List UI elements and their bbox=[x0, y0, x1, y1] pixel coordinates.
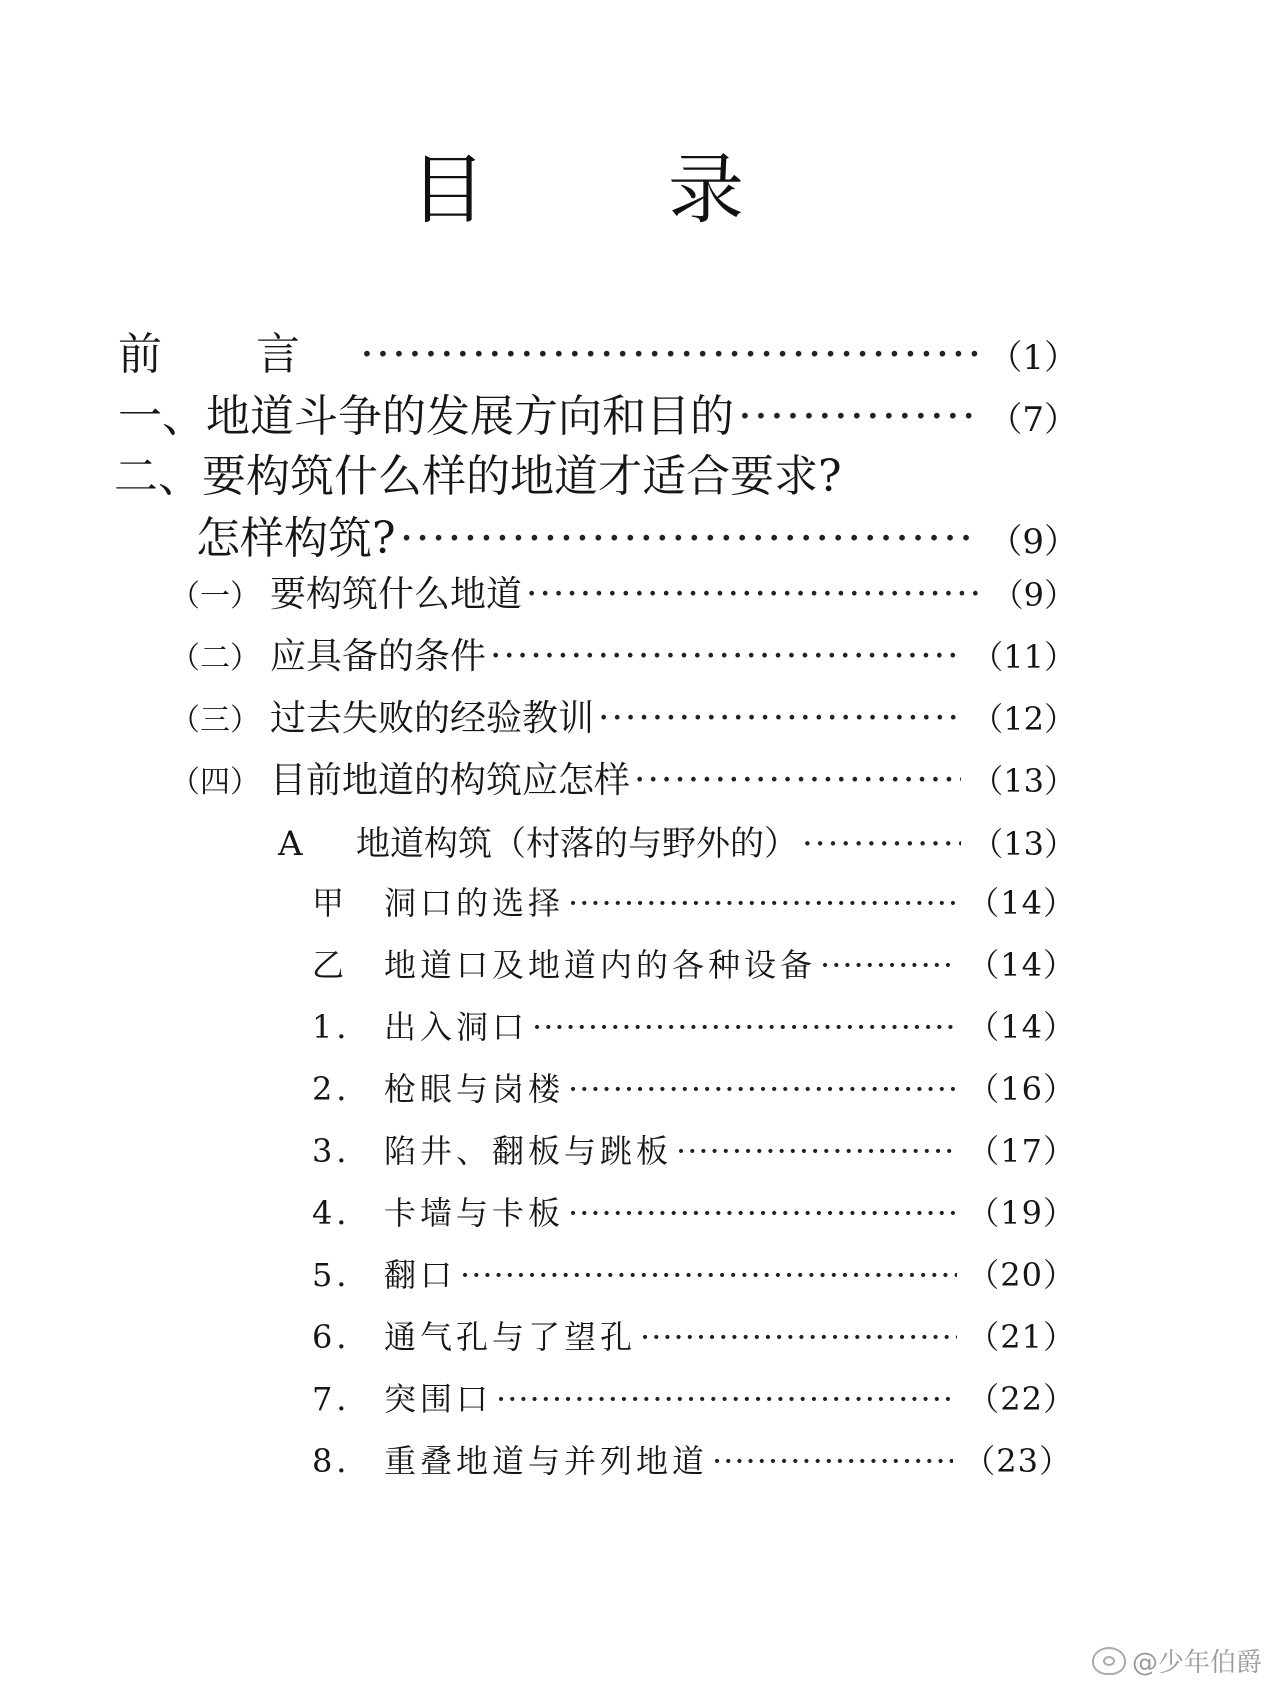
toc-entry-item-3 bbox=[312, 1126, 1076, 1172]
toc-page-number: （12） bbox=[971, 700, 1076, 738]
toc-entry-number: 1． bbox=[312, 1008, 373, 1046]
toc-entry-text: 陷井、翻板与跳板 bbox=[384, 1132, 673, 1170]
toc-entry-number: A bbox=[278, 824, 303, 864]
toc-entry-text: 要构筑什么地道 bbox=[270, 574, 523, 615]
toc-entry-text: 突围口 bbox=[384, 1380, 493, 1418]
dot-leader bbox=[568, 884, 957, 922]
toc-entry-label-2: 言 bbox=[256, 329, 300, 380]
toc-entry-number: （一） bbox=[170, 579, 260, 614]
toc-entry-number: 7． bbox=[312, 1380, 373, 1418]
dot-leader bbox=[634, 760, 961, 801]
toc-page-number: （13） bbox=[971, 825, 1076, 863]
toc-entry-item-4 bbox=[312, 1188, 1076, 1234]
toc-entry-number: 甲 bbox=[312, 884, 349, 922]
toc-entry-item-6 bbox=[312, 1312, 1076, 1358]
dot-leader bbox=[676, 1132, 957, 1170]
weibo-icon bbox=[1092, 1647, 1126, 1675]
toc-entry-item-2 bbox=[312, 1064, 1076, 1110]
page-title bbox=[0, 140, 1284, 240]
toc-page-number: （14） bbox=[967, 946, 1076, 984]
toc-entry-chapter-1 bbox=[118, 380, 1078, 444]
toc-page-number: （19） bbox=[967, 1194, 1076, 1232]
toc-entry-number: 8． bbox=[312, 1442, 373, 1480]
toc-page-number: （14） bbox=[967, 1008, 1076, 1046]
toc-page-number: （16） bbox=[967, 1070, 1076, 1108]
toc-entry-section-4 bbox=[170, 752, 1076, 803]
toc-entry-number: 5． bbox=[312, 1256, 373, 1294]
toc-entry-section-2 bbox=[170, 628, 1076, 679]
toc-page-number: （22） bbox=[967, 1380, 1076, 1418]
toc-entry-text: 应具备的条件 bbox=[270, 636, 487, 677]
toc-entry-preface bbox=[118, 318, 1078, 382]
toc-entry-text: 枪眼与岗楼 bbox=[384, 1070, 565, 1108]
dot-leader bbox=[460, 1256, 957, 1294]
toc-entry-label: 前 bbox=[118, 329, 162, 380]
toc-entry-item-yi bbox=[312, 940, 1076, 986]
toc-entry-item-7 bbox=[312, 1374, 1076, 1420]
toc-entry-number: 二、 bbox=[114, 451, 202, 502]
toc-entry-number: （四） bbox=[170, 765, 260, 800]
toc-entry-number: （二） bbox=[170, 641, 260, 676]
toc-page-number: （14） bbox=[967, 884, 1076, 922]
toc-entry-number: 2． bbox=[312, 1070, 373, 1108]
toc-entry-text: 怎样构筑? bbox=[196, 513, 396, 564]
toc-entry-text: 出入洞口 bbox=[384, 1008, 529, 1046]
watermark-text: @少年伯爵 bbox=[1131, 1648, 1262, 1678]
toc-entry-text: 目前地道的构筑应怎样 bbox=[270, 760, 631, 801]
toc-entry-text: 重叠地道与并列地道 bbox=[384, 1442, 709, 1480]
dot-leader bbox=[532, 1008, 957, 1046]
toc-page-number: （1） bbox=[988, 338, 1078, 378]
toc-entry-text: 地道斗争的发展方向和目的 bbox=[206, 391, 734, 442]
toc-page-number: （9） bbox=[991, 576, 1076, 614]
dot-leader bbox=[640, 1318, 957, 1356]
toc-page-number: （9） bbox=[988, 522, 1078, 562]
toc-entry-item-jia bbox=[312, 878, 1076, 924]
toc-entry-section-1 bbox=[170, 566, 1076, 617]
toc-entry-text: 地道口及地道内的各种设备 bbox=[384, 946, 817, 984]
toc-page-number: （7） bbox=[988, 400, 1078, 440]
toc-entry-chapter-2 bbox=[114, 440, 1074, 504]
toc-entry-text: 要构筑什么样的地道才适合要求? bbox=[202, 451, 842, 502]
watermark bbox=[1092, 1642, 1262, 1679]
toc-entry-text: 洞口的选择 bbox=[384, 884, 565, 922]
toc-entry-number: 6． bbox=[312, 1318, 373, 1356]
toc-page-number: （17） bbox=[967, 1132, 1076, 1170]
toc-entry-number: 4． bbox=[312, 1194, 373, 1232]
toc-page-number: （23） bbox=[963, 1442, 1072, 1480]
toc-entry-section-3 bbox=[170, 690, 1076, 741]
dot-leader bbox=[526, 574, 982, 615]
toc-entry-item-8 bbox=[312, 1436, 1072, 1482]
dot-leader bbox=[496, 1380, 957, 1418]
toc-entry-number: 3． bbox=[312, 1132, 373, 1170]
dot-leader bbox=[738, 391, 978, 442]
title-char-2: 录 bbox=[668, 145, 744, 234]
dot-leader bbox=[568, 1194, 957, 1232]
toc-entry-text: 通气孔与了望孔 bbox=[384, 1318, 637, 1356]
dot-leader bbox=[568, 1070, 957, 1108]
dot-leader bbox=[712, 1442, 953, 1480]
toc-entry-chapter-2-cont bbox=[196, 502, 1078, 566]
toc-entry-item-5 bbox=[312, 1250, 1076, 1296]
toc-page-number: （20） bbox=[967, 1256, 1076, 1294]
toc-entry-text: 地道构筑（村落的与野外的） bbox=[356, 824, 798, 864]
dot-leader bbox=[490, 636, 961, 677]
toc-page-number: （21） bbox=[967, 1318, 1076, 1356]
dot-leader bbox=[598, 698, 961, 739]
toc-entry-text: 翻口 bbox=[384, 1256, 457, 1294]
toc-page-number: （13） bbox=[971, 762, 1076, 800]
toc-entry-number: 一、 bbox=[118, 391, 206, 442]
toc-entry-number: 乙 bbox=[312, 946, 349, 984]
toc-entry-number: （三） bbox=[170, 703, 260, 738]
dot-leader bbox=[802, 824, 961, 864]
toc-entry-item-1 bbox=[312, 1002, 1076, 1048]
dot-leader bbox=[400, 513, 979, 564]
toc-page-number: （11） bbox=[971, 638, 1076, 676]
toc-entry-subsection-a bbox=[278, 816, 1076, 865]
toc-entry-text: 过去失败的经验教训 bbox=[270, 698, 595, 739]
title-char-1: 目 bbox=[410, 145, 486, 234]
dot-leader bbox=[360, 329, 978, 380]
toc-entry-text: 卡墙与卡板 bbox=[384, 1194, 565, 1232]
dot-leader bbox=[820, 946, 957, 984]
